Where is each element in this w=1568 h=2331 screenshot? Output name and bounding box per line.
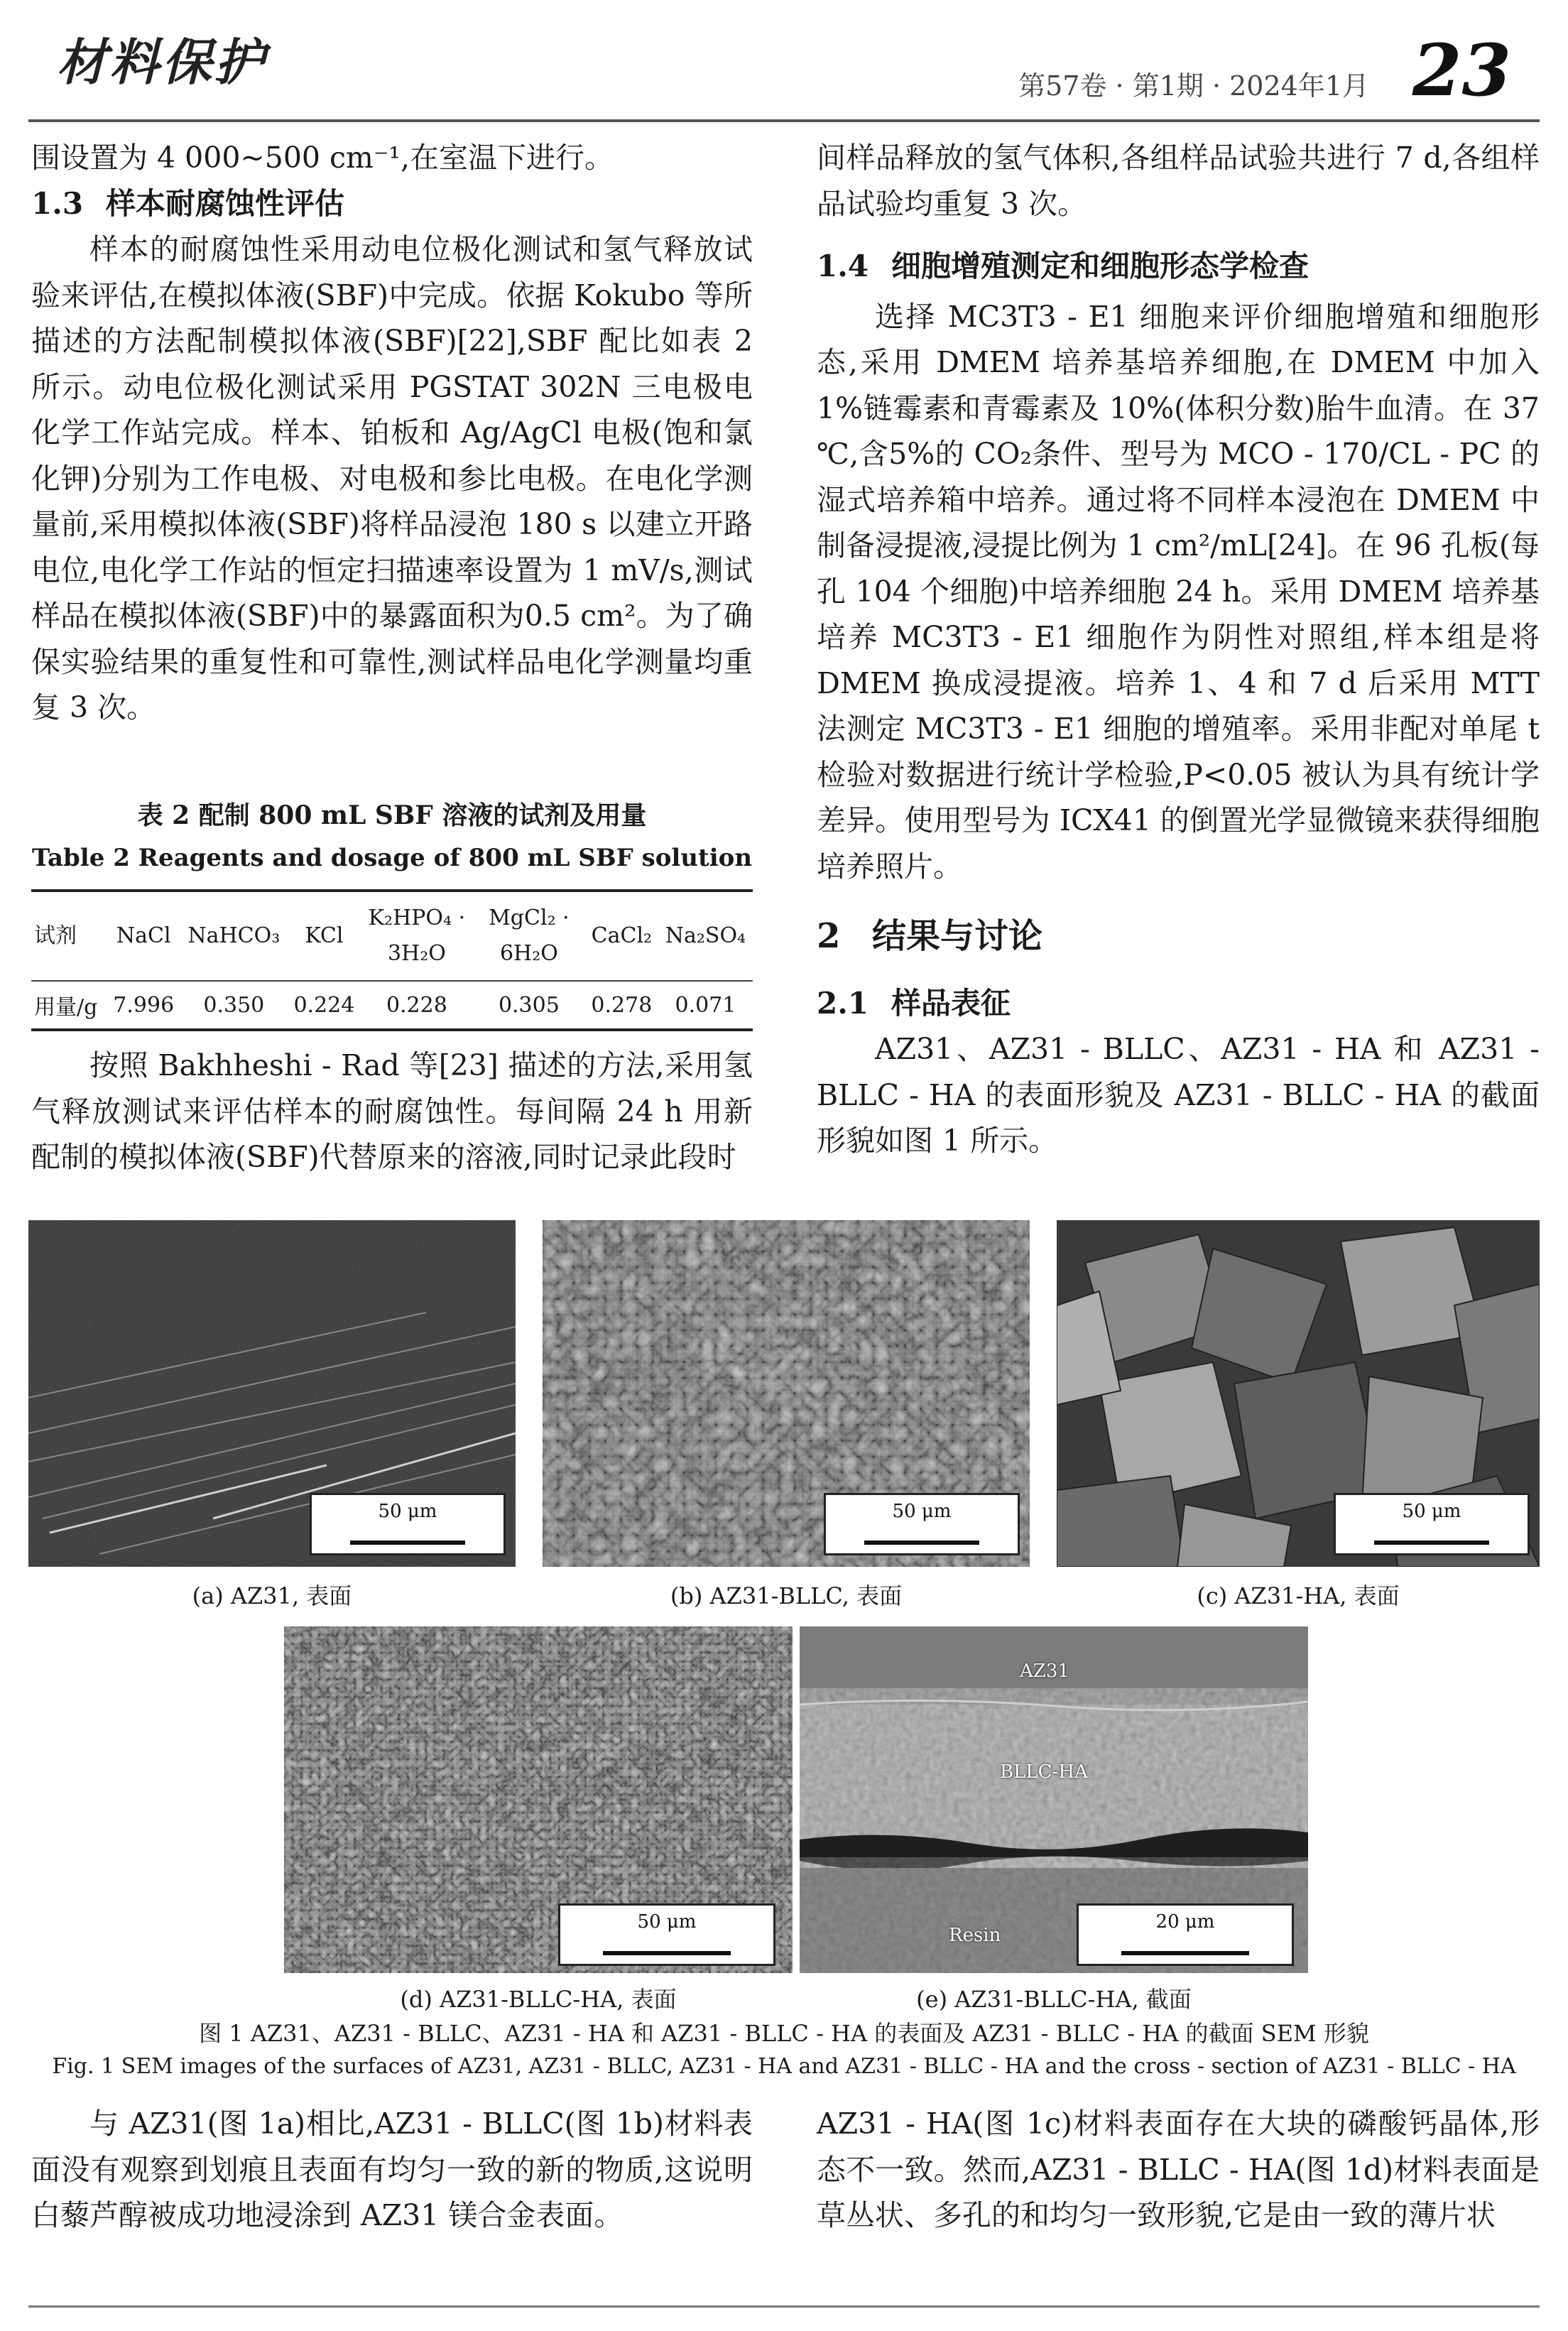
section-number: 1.4 [817,249,869,283]
subcaption-d: (d) AZ31-BLLC-HA, 表面 [400,1986,677,2013]
section-1-4-paragraph: 选择 MC3T3 - E1 细胞来评价细胞增殖和细胞形态,采用 DMEM 培养基培养细胞,在 DMEM 中加入 1%链霉素和青霉素及 10%(体积分数)胎牛血清。在 37 ℃,含5%的 CO₂条件、型号为 MCO - 170/CL - PC 的湿式培养箱中培养。通过将不同样本浸泡在 DMEM 中制备浸提液,浸提比例为 1 cm²/mL[24]。在 96 孔板(每孔 104 个细胞)中培养细胞 24 h。采用 DMEM 培养基培养 MC3T3 - E1 细胞作为阴性对照组,样本组是将 DMEM 换成浸提液。培养 1、4 和 7 d 后采用 MTT 法测定 MC3T3 - E1 细胞的增殖率。采用非配对单尾 t 检验对数据进行统计学检验,P<0.05 被认为具有统计学差异。使用型号为 ICX41 的倒置光学显微镜来获得细胞培养照片。 [817,299,1540,884]
intro-line: 围设置为 4 000~500 cm⁻¹,在室温下进行。 [31,141,614,175]
section-2-1-paragraph: AZ31、AZ31 - BLLC、AZ31 - HA 和 AZ31 - BLLC - HA 的表面形貌及 AZ31 - BLLC - HA 的截面形貌如图 1 所示。 [817,1032,1540,1158]
results-paragraph-right: AZ31 - HA(图 1c)材料表面存在大块的磷酸钙晶体,形态不一致。然而,AZ31 - BLLC - HA(图 1d)材料表面是草丛状、多孔的和均匀一致形貌,它是由一致的薄片状 [817,2107,1540,2232]
label-resin: Resin [949,1925,1001,1946]
section-title: 样品表征 [891,985,1011,1021]
table-header: NaHCO₃ [180,891,288,981]
label-bllc-ha: BLLC-HA [1000,1761,1088,1783]
issue-info: 第57卷 · 第1期 · 2024年1月 [1018,70,1369,102]
subcaption-b: (b) AZ31-BLLC, 表面 [670,1582,903,1609]
scale-bar-label: 20 μm [1155,1911,1215,1933]
table-row [31,981,753,1030]
header-rule [28,119,1540,122]
scale-bar [1374,1541,1489,1545]
scale-bar-box [558,1903,775,1966]
scale-bar-box [824,1493,1020,1555]
figure-caption-en: Fig. 1 SEM images of the surfaces of AZ31, AZ31 - BLLC, AZ31 - HA and AZ31 - BLLC - HA and the cross - section of AZ31 - BLLC - HA [52,2054,1516,2079]
reagent-table [31,889,753,1031]
sem-image-c [1057,1220,1540,1567]
section-1-4-heading [817,244,1540,290]
section-title: 细胞增殖测定和细胞形态学检查 [891,249,1310,283]
left-column-top [31,135,753,731]
scale-bar [864,1541,979,1545]
table-cell: 用量/g [34,995,98,1020]
table-cell: 0.228 [386,992,447,1018]
label-az31: AZ31 [1020,1661,1069,1682]
sem-image-d [284,1626,793,1973]
left-column-bottom [31,1043,753,1180]
sem-image-a [28,1220,516,1567]
scale-bar-label: 50 μm [378,1501,437,1522]
bottom-right-column [817,2101,1540,2239]
table-header: MgCl₂ · 6H₂O [473,891,585,981]
hydrogen-test-paragraph: 按照 Bakhheshi - Rad 等[23] 描述的方法,采用氢气释放测试来评估样本的耐腐蚀性。每间隔 24 h 用新配制的模拟体液(SBF)代替原来的溶液,同时记录此段时 [31,1048,753,1174]
table-cell: 0.071 [675,992,736,1018]
table-header: NaCl [107,891,180,981]
table-cell: 0.278 [591,992,653,1018]
section-number: 1.3 [31,185,84,221]
table-cell: 0.224 [293,992,355,1018]
sem-image-b [543,1220,1030,1567]
table-caption-cn: 表 2 配制 800 mL SBF 溶液的试剂及用量 [137,800,647,830]
scale-bar [1121,1951,1249,1955]
footer-rule [28,2305,1540,2308]
scale-bar-label: 50 μm [892,1501,952,1522]
table-header: K₂HPO₄ · 3H₂O [361,891,473,981]
section-1-3-paragraph: 样本的耐腐蚀性采用动电位极化测试和氢气释放试验来评估,在模拟体液(SBF)中完成。依据 Kokubo 等所描述的方法配制模拟体液(SBF)[22],SBF 配比如表 2 所示。动电位极化测试采用 PGSTAT 302N 三电极电化学工作站完成。样本、铂板和 Ag/AgCl 电极(饱和氯化钾)分别为工作电极、对电极和参比电极。在电化学测量前,采用模拟体液(SBF)将样品浸泡 180 s 以建立开路电位,电化学工作站的恒定扫描速率设置为 1 mV/s,测试样品在模拟体液(SBF)中的暴露面积为0.5 cm²。为了确保实验结果的重复性和可靠性,测试样品电化学测量均重复 3 次。 [31,232,753,724]
table-caption-en: Table 2 Reagents and dosage of 800 mL SBF solution [31,844,753,872]
table-header: KCl [288,891,361,981]
section-2-1-heading [817,981,1540,1027]
scale-bar [603,1951,731,1955]
table-header: Na₂SO₄ [658,891,753,981]
scale-bar-label: 50 μm [637,1911,697,1933]
table-cell: 0.305 [498,992,560,1018]
subcaption-c: (c) AZ31-HA, 表面 [1197,1582,1400,1609]
scale-bar [350,1541,465,1545]
table-header: 试剂 [31,891,107,981]
page-number: 23 [1412,28,1511,112]
scale-bar-box [310,1493,506,1555]
section-2-heading [817,913,1540,960]
section-number: 2 [817,916,841,956]
results-paragraph-left: 与 AZ31(图 1a)相比,AZ31 - BLLC(图 1b)材料表面没有观察到划痕且表面有均匀一致的新的物质,这说明白藜芦醇被成功地浸涂到 AZ31 镁合金表面。 [31,2107,753,2232]
subcaption-a: (a) AZ31, 表面 [192,1582,352,1609]
scale-bar-box [1334,1493,1530,1555]
section-title: 样本耐腐蚀性评估 [106,185,345,221]
continued-paragraph: 间样品释放的氢气体积,各组样品试验共进行 7 d,各组样品试验均重复 3 次。 [817,141,1540,221]
figure-caption-cn: 图 1 AZ31、AZ31 - BLLC、AZ31 - HA 和 AZ31 - BLLC - HA 的表面及 AZ31 - BLLC - HA 的截面 SEM 形貌 [199,2020,1369,2047]
scale-bar-box [1077,1903,1294,1966]
section-1-3-heading [31,181,753,227]
journal-logo: 材料保护 [57,33,267,92]
subcaption-e: (e) AZ31-BLLC-HA, 截面 [916,1986,1192,2013]
table-cell: 0.350 [203,992,265,1018]
table-header-row [31,891,753,981]
sem-image-e [800,1626,1308,1973]
scale-bar-label: 50 μm [1402,1501,1461,1522]
right-column [817,135,1540,1164]
section-title: 结果与讨论 [872,916,1043,956]
bottom-left-column [31,2101,753,2239]
section-number: 2.1 [817,985,869,1021]
table-header: CaCl₂ [585,891,658,981]
table-cell: 7.996 [113,992,175,1018]
